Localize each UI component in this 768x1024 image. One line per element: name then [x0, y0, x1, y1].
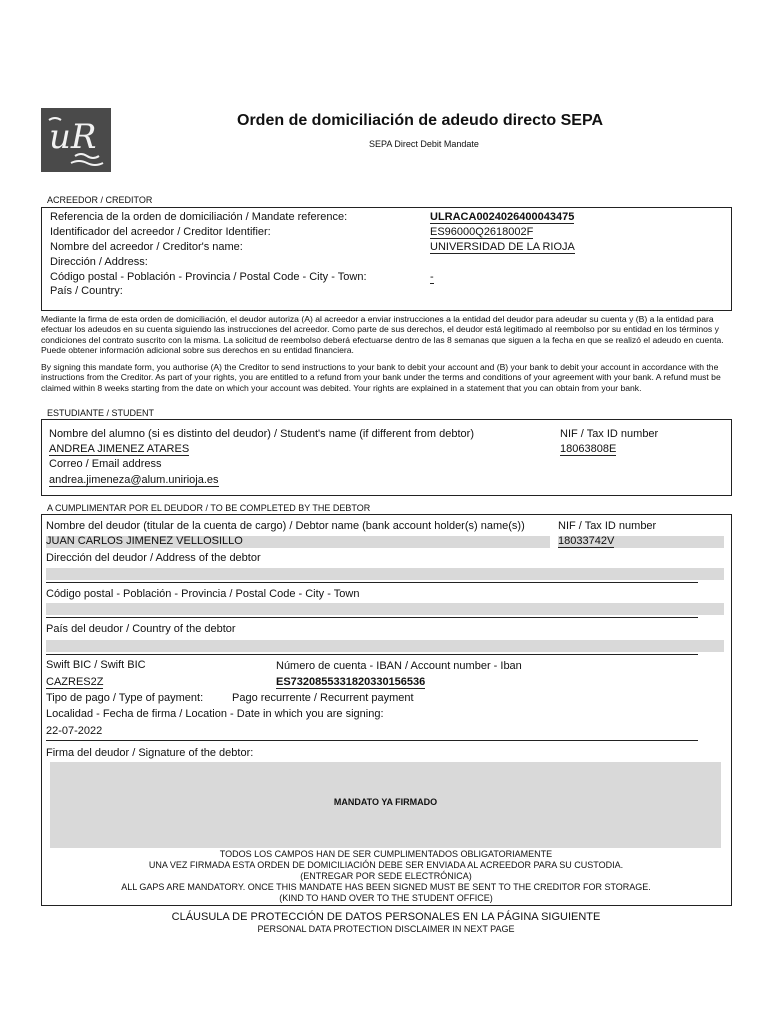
- footer-note-4: ALL GAPS ARE MANDATORY. ONCE THIS MANDATE HAS BEEN SIGNED MUST BE SENT TO THE CREDITOR FOR STORAGE.: [121, 882, 651, 892]
- footer-note-3: (ENTREGAR POR SEDE ELECTRÓNICA): [300, 871, 472, 881]
- student-email-value: andrea.jimeneza@alum.unirioja.es: [49, 474, 219, 486]
- debtor-country-field[interactable]: [46, 640, 724, 652]
- debtor-name-label: Nombre del deudor (titular de la cuenta de cargo) / Debtor name (bank account holder(s) name(s)): [46, 520, 525, 532]
- divider: [46, 654, 698, 655]
- debtor-country-label: País del deudor / Country of the debtor: [46, 623, 236, 635]
- mandate-reference-label: Referencia de la orden de domiciliación / Mandate reference:: [50, 211, 348, 223]
- student-nif-label: NIF / Tax ID number: [560, 428, 659, 440]
- creditor-section-label: ACREEDOR / CREDITOR: [47, 195, 153, 205]
- divider: [46, 740, 698, 741]
- student-name-value: ANDREA JIMENEZ ATARES: [49, 443, 190, 455]
- debtor-address-label: Dirección del deudor / Address of the debtor: [46, 552, 261, 564]
- payment-type-value: Pago recurrente / Recurrent payment: [232, 692, 414, 704]
- divider: [46, 582, 698, 583]
- signature-label: Firma del deudor / Signature of the debtor:: [46, 747, 254, 759]
- debtor-postal-label: Código postal - Población - Provincia / Postal Code - City - Town: [46, 588, 360, 600]
- iban-value[interactable]: ES7320855331820330156536: [276, 676, 426, 688]
- svg-text:uR: uR: [49, 117, 97, 157]
- debtor-nif-label: NIF / Tax ID number: [558, 520, 657, 532]
- location-date-value[interactable]: 22-07-2022: [46, 725, 103, 737]
- creditor-country-label: País / Country:: [50, 285, 123, 297]
- signature-status: MANDATO YA FIRMADO: [333, 797, 438, 807]
- student-section-label: ESTUDIANTE / STUDENT: [47, 408, 155, 418]
- debtor-nif-value: 18033742V: [558, 535, 615, 547]
- swift-label: Swift BIC / Swift BIC: [46, 659, 146, 671]
- debtor-section-label: A CUMPLIMENTAR POR EL DEUDOR / TO BE COMPLETED BY THE DEBTOR: [47, 503, 371, 513]
- location-date-label: Localidad - Fecha de firma / Location - Date in which you are signing:: [46, 708, 384, 720]
- debtor-name-value: JUAN CARLOS JIMENEZ VELLOSILLO: [46, 535, 243, 547]
- creditor-postal-value: -: [430, 271, 434, 283]
- creditor-name-value: UNIVERSIDAD DE LA RIOJA: [430, 241, 575, 253]
- creditor-address-label: Dirección / Address:: [50, 256, 148, 268]
- page-subtitle: SEPA Direct Debit Mandate: [369, 139, 479, 149]
- footer-note-1: TODOS LOS CAMPOS HAN DE SER CUMPLIMENTADOS OBLIGATORIAMENTE: [219, 849, 553, 859]
- legal-text-en: By signing this mandate form, you authorise (A) the Creditor to send instructions to your bank to debit your account and (B) your bank to debit your account in accordance with the instructions from the Creditor. As part of your rights, you are entitled to a refund from your bank under the terms and conditions of your agreement with your bank. A refund must be claimed within 8 weeks starting from the date on which your account was debited. Your rights are explained in a statement that you can obtain from your bank.: [41, 362, 721, 393]
- debtor-postal-field[interactable]: [46, 603, 724, 615]
- creditor-postal-label: Código postal - Población - Provincia / Postal Code - City - Town:: [50, 271, 367, 283]
- creditor-name-label: Nombre del acreedor / Creditor's name:: [50, 241, 243, 253]
- student-name-label: Nombre del alumno (si es distinto del deudor) / Student's name (if different from debtor): [49, 428, 474, 440]
- footer-note-2: UNA VEZ FIRMADA ESTA ORDEN DE DOMICILIACIÓN DEBE SER ENVIADA AL ACREEDOR PARA SU CUSTODIA.: [148, 860, 624, 870]
- divider: [46, 617, 698, 618]
- debtor-address-field[interactable]: [46, 568, 724, 580]
- creditor-id-label: Identificador del acreedor / Creditor Identifier:: [50, 226, 271, 238]
- mandate-reference-value: ULRACA0024026400043475: [430, 211, 575, 223]
- legal-text-es: Mediante la firma de esta orden de domiciliación, el deudor autoriza (A) al acreedor a enviar instrucciones a la entidad del deudor para adeudar su cuenta y (B) a la entidad para efectuar los adeudos en su cuenta siguiendo las instrucciones del acreedor. Como parte de sus derechos, el deudor está legitimado al reembolso por su entidad en los términos y condiciones del contrato suscrito con la misma. La solicitud de reembolso deberá efectuarse dentro de las 8 semanas que siguen a la fecha en que se realizó el adeudo en cuenta. Puede obtener información adicional sobre sus derechos en su entidad financiera.: [41, 314, 724, 356]
- payment-type-label: Tipo de pago / Type of payment:: [46, 692, 204, 704]
- student-email-label: Correo / Email address: [49, 458, 162, 470]
- iban-label: Número de cuenta - IBAN / Account number - Iban: [276, 660, 522, 672]
- data-protection-subtitle: PERSONAL DATA PROTECTION DISCLAIMER IN NEXT PAGE: [257, 924, 515, 934]
- footer-note-5: (KIND TO HAND OVER TO THE STUDENT OFFICE): [279, 893, 493, 903]
- student-nif-value: 18063808E: [560, 443, 617, 455]
- page-title: Orden de domiciliación de adeudo directo SEPA: [237, 112, 603, 129]
- data-protection-title: CLÁUSULA DE PROTECCIÓN DE DATOS PERSONALES EN LA PÁGINA SIGUIENTE: [171, 911, 601, 923]
- university-logo-icon: [41, 108, 111, 172]
- swift-value[interactable]: CAZRES2Z: [46, 676, 104, 688]
- creditor-id-value: ES96000Q2618002F: [430, 226, 534, 238]
